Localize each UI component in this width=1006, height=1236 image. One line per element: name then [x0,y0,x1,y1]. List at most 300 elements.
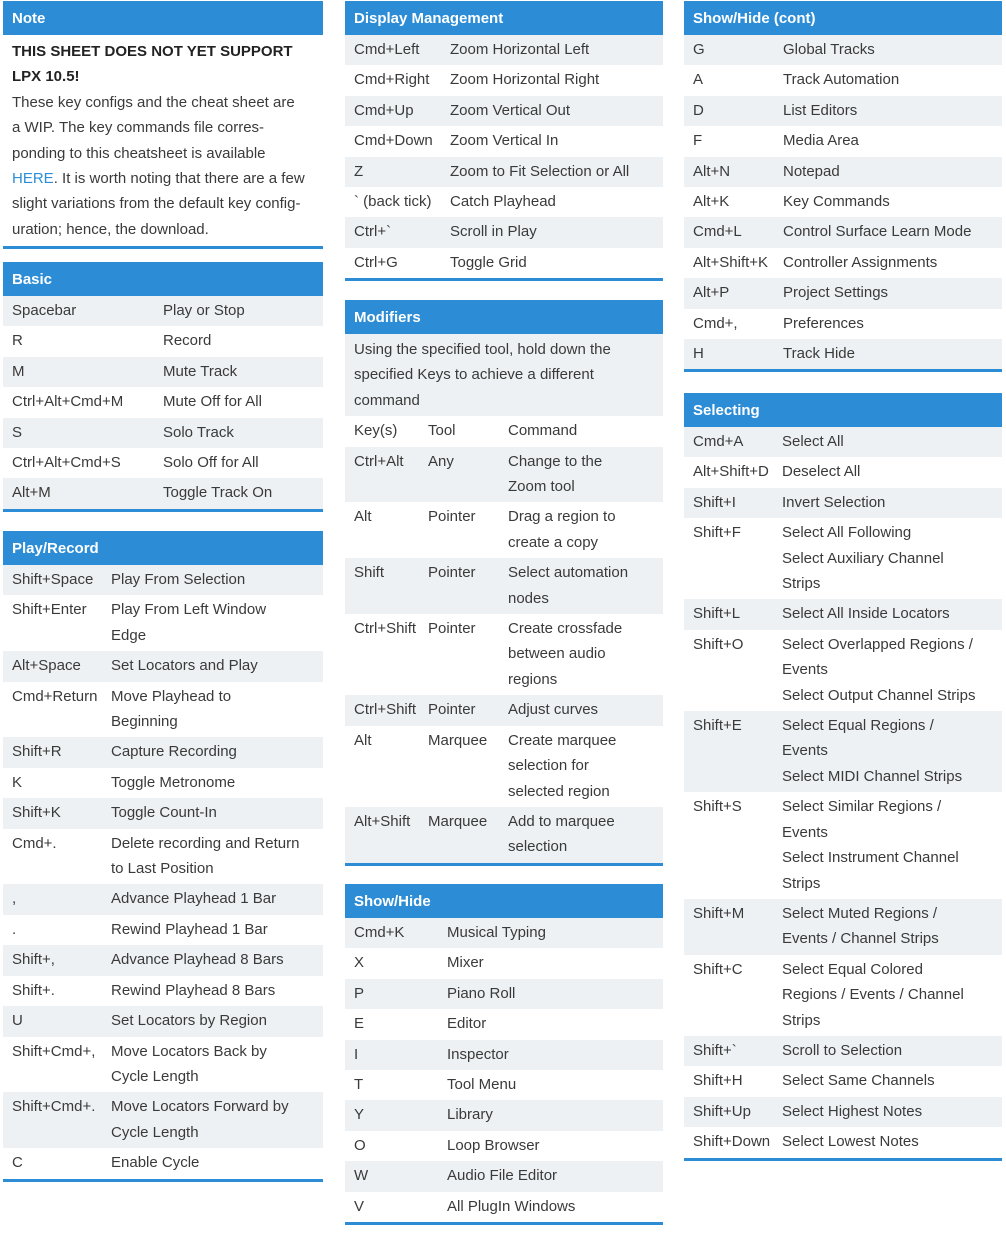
command-line: nodes [508,589,549,607]
shortcut-action [450,128,663,153]
action-line: Select Lowest Notes [782,1133,919,1151]
note-header: Note [3,1,323,35]
modifier-command [508,697,663,722]
shortcut-action [450,67,663,92]
shortcut-key: Ctrl+` [354,223,392,241]
shortcut-action [450,250,663,275]
action-line: Edge [111,626,147,644]
modifier-command [508,728,663,804]
shortcut-key: Cmd+Left [354,41,420,58]
shortcut-action [111,597,323,648]
shortcut-action [111,567,323,592]
shortcut-key: Alt+Space [12,657,81,675]
shortcut-row [3,357,323,387]
shortcut-action [163,480,323,505]
shortcut-row [684,1127,1002,1157]
shortcut-key: M [12,362,25,380]
shortcut-action [782,1129,1002,1154]
shortcut-row [3,565,323,595]
modifier-row [345,502,663,558]
note-line: a WIP. The key commands file corres- [12,119,265,137]
selecting-header: Selecting [684,393,1002,427]
action-line: Notepad [783,162,840,180]
action-line: Zoom Horizontal Left [450,41,590,58]
action-line: Select Output Channel Strips [782,686,976,704]
action-line: Select Muted Regions / [782,904,938,922]
col-tool: Tool [428,422,456,440]
shortcut-key: Shift+I [693,493,736,511]
action-line: Invert Selection [782,493,886,511]
shortcut-key: Shift+M [693,904,745,922]
shortcut-key: Shift+` [693,1041,737,1059]
shortcut-action [111,684,323,735]
modifier-key: Alt [354,508,372,526]
shortcut-key: Cmd+Right [354,71,430,89]
modifiers-section [345,300,663,866]
shortcut-key: Cmd+A [693,433,744,450]
shortcut-action [163,389,323,414]
action-line: Select MIDI Channel Strips [782,767,963,785]
col-command: Command [508,422,578,440]
shortcut-action [783,37,1002,62]
note-after-link: . It is worth noting that there are a few [53,170,305,188]
shortcut-row [684,126,1002,156]
shortcut-key: O [354,1136,366,1154]
shortcut-key: Z [354,162,364,180]
shortcut-row [345,35,663,65]
action-line: Record [163,332,212,350]
shortcut-row [684,309,1002,339]
command-line: Change to the [508,452,603,470]
shortcut-key: Alt+Shift+K [693,253,769,271]
command-line: Create marquee [508,731,617,749]
shortcut-action [111,1094,323,1145]
shortcut-row [684,187,1002,217]
shortcut-action [111,739,323,764]
shortcut-row [345,948,663,978]
shortcut-action [447,1194,663,1219]
show-hide-cont-header: Show/Hide (cont) [684,1,1002,35]
shortcut-row [345,1192,663,1222]
shortcut-action [782,1068,1002,1093]
play-record-header: Play/Record [3,531,323,565]
shortcut-key: Alt+P [693,284,730,302]
shortcut-key: S [12,423,23,441]
display-management-section [345,1,663,281]
action-line: Toggle Count-In [111,804,217,822]
action-line: Delete recording and Return [111,834,300,852]
modifier-row [345,614,663,695]
shortcut-row [3,595,323,651]
modifier-tool: Marquee [428,731,488,749]
shortcut-action [163,420,323,445]
modifier-tool: Pointer [428,701,476,719]
shortcut-key: Spacebar [12,302,77,319]
shortcut-row [3,945,323,975]
shortcut-row [3,976,323,1006]
modifier-row [345,807,663,863]
shortcut-row [684,427,1002,457]
shortcut-key: Ctrl+Alt+Cmd+M [12,393,124,411]
action-line: Catch Playhead [450,193,556,211]
action-line: Preferences [783,314,864,332]
shortcut-row [3,1037,323,1093]
shortcut-action [450,37,663,62]
shortcut-key: Shift+Up [693,1102,751,1120]
command-line: selection for [508,757,589,775]
shortcut-action [782,713,1002,789]
shortcut-row [684,1097,1002,1127]
shortcut-key: Ctrl+Alt+Cmd+S [12,454,121,472]
shortcut-action [782,794,1002,896]
shortcut-row [345,248,663,278]
shortcut-row [684,711,1002,792]
shortcut-row [3,829,323,885]
shortcut-row [3,798,323,828]
note-line: uration; hence, the download. [12,220,209,238]
play-record-section [3,531,323,1182]
shortcut-row [3,418,323,448]
modifiers-column-header [345,416,663,446]
shortcut-key: Shift+Enter [12,601,87,619]
action-line: Scroll to Selection [782,1041,903,1059]
note-body [3,35,323,246]
action-line: Play or Stop [163,302,245,319]
action-line: Rewind Playhead 8 Bars [111,981,276,999]
shortcut-key: E [354,1015,365,1033]
shortcut-action [447,1102,663,1127]
action-line: Advance Playhead 8 Bars [111,951,284,969]
action-line: Zoom Horizontal Right [450,71,600,89]
shortcut-row [345,157,663,187]
shortcut-action [447,950,663,975]
action-line: Piano Roll [447,984,516,1002]
action-line: Select Same Channels [782,1072,935,1090]
shortcut-key: F [693,132,703,150]
action-line: Select All Following [782,524,912,542]
shortcut-action [447,1133,663,1158]
shortcut-action [783,250,1002,275]
action-line: Set Locators and Play [111,657,258,675]
shortcut-row [345,187,663,217]
shortcut-key: Alt+K [693,193,730,211]
action-line: Track Hide [783,345,855,363]
basic-section [3,262,323,512]
shortcut-action [163,359,323,384]
action-line: Solo Track [163,423,234,441]
shortcut-row [684,1066,1002,1096]
shortcut-row [3,1092,323,1148]
action-line: Loop Browser [447,1136,540,1154]
show-hide-cont-section [684,1,1002,372]
shortcut-action [783,280,1002,305]
shortcut-action [163,328,323,353]
shortcut-row [684,899,1002,955]
shortcut-row [684,630,1002,711]
shortcut-row [684,955,1002,1036]
shortcut-key: D [693,101,704,119]
modifier-tool: Marquee [428,812,488,830]
action-line: Library [447,1106,493,1124]
action-line: Select Similar Regions / [782,798,942,816]
modifier-command [508,809,663,860]
modifier-key: Ctrl+Alt [354,452,404,470]
action-line: Zoom Vertical In [450,132,559,150]
shortcut-action [782,957,1002,1033]
shortcut-row [3,768,323,798]
shortcut-row [684,35,1002,65]
command-line: regions [508,670,558,688]
action-line: Inspector [447,1045,509,1063]
display-management-header: Display Management [345,1,663,35]
shortcut-key: Alt+N [693,162,731,180]
shortcut-row [345,1070,663,1100]
action-line: Events [782,823,828,841]
action-line: Move Playhead to [111,687,232,705]
shortcut-row [3,651,323,681]
shortcut-key: X [354,954,365,972]
intro-line: specified Keys to achieve a different [354,366,594,384]
command-line: Create crossfade [508,620,623,638]
shortcut-key: Alt+M [12,484,51,502]
command-line: Add to marquee [508,812,615,830]
shortcut-row [684,518,1002,599]
shortcut-action [111,831,323,882]
shortcut-row [345,126,663,156]
shortcut-key: Shift+F [693,524,741,542]
shortcut-key: U [12,1012,23,1030]
shortcut-key: V [354,1197,365,1215]
shortcut-key: P [354,984,365,1002]
shortcut-row [684,599,1002,629]
shortcut-action [450,159,663,184]
shortcut-row [684,1036,1002,1066]
shortcut-key: Cmd+Up [354,101,414,119]
action-line: Play From Selection [111,571,246,588]
shortcut-key: Shift+Cmd+. [12,1098,96,1116]
shortcut-row [3,326,323,356]
shortcut-row [345,918,663,948]
command-line: Select automation [508,564,629,582]
modifiers-header: Modifiers [345,300,663,334]
shortcut-row [3,387,323,417]
shortcut-action [782,901,1002,952]
shortcut-row [684,278,1002,308]
action-line: Zoom to Fit Selection or All [450,162,630,180]
action-line: Controller Assignments [783,253,938,271]
shortcut-action [111,800,323,825]
shortcut-action [782,459,1002,484]
shortcut-row [345,1131,663,1161]
shortcut-row [3,737,323,767]
shortcut-row [684,96,1002,126]
shortcut-row [3,448,323,478]
modifier-row [345,695,663,725]
shortcut-row [345,217,663,247]
command-line: Zoom tool [508,478,575,496]
action-line: Select Highest Notes [782,1102,923,1120]
action-line: List Editors [783,101,858,119]
shortcut-action [783,341,1002,366]
shortcut-action [163,450,323,475]
shortcut-key: Shift+. [12,981,55,999]
shortcut-row [3,1006,323,1036]
action-line: Cycle Length [111,1067,199,1085]
shortcut-key: Ctrl+G [354,253,398,271]
action-line: Rewind Playhead 1 Bar [111,920,268,938]
shortcut-key: G [693,41,705,58]
basic-header: Basic [3,262,323,296]
action-line: Control Surface Learn Mode [783,223,972,241]
download-link[interactable]: HERE [12,170,54,188]
action-line: Musical Typing [447,924,546,941]
selecting-section [684,393,1002,1161]
command-line: selected region [508,782,610,800]
note-line: slight variations from the default key config- [12,195,301,213]
action-line: Select All Inside Locators [782,605,950,623]
shortcut-key: Y [354,1106,365,1124]
command-line: selection [508,838,568,856]
shortcut-action [111,886,323,911]
modifier-key: Ctrl+Shift [354,701,417,719]
shortcut-row [345,1009,663,1039]
shortcut-key: W [354,1167,369,1185]
intro-line: command [354,391,420,409]
shortcut-action [111,917,323,942]
shortcut-action [447,920,663,945]
shortcut-action [783,128,1002,153]
action-line: Select Equal Regions / [782,717,934,735]
shortcut-action [782,601,1002,626]
action-line: Regions / Events / Channel [782,986,964,1004]
shortcut-action [783,311,1002,336]
action-line: Mute Off for All [163,393,262,411]
shortcut-key: T [354,1076,364,1094]
modifier-tool: Any [428,452,454,470]
action-line: Select Equal Colored [782,960,923,978]
shortcut-key: . [12,920,17,938]
action-line: Mixer [447,954,484,972]
modifier-key: Alt [354,731,372,749]
shortcut-key: Shift+E [693,717,742,735]
shortcut-action [111,653,323,678]
intro-line: Using the specified tool, hold down the [354,341,611,358]
shortcut-action [450,98,663,123]
modifier-command [508,560,663,611]
shortcut-action [783,189,1002,214]
command-line: between audio [508,645,606,663]
action-line: Editor [447,1015,487,1033]
shortcut-row [345,979,663,1009]
action-line: Beginning [111,713,178,731]
shortcut-action [111,1039,323,1090]
action-line: Track Automation [783,71,900,89]
action-line: Deselect All [782,463,861,481]
shortcut-action [111,1150,323,1175]
shortcut-row [345,96,663,126]
shortcut-action [783,159,1002,184]
action-line: Select All [782,433,844,450]
shortcut-key: ` (back tick) [354,193,432,211]
note-link-line [12,166,314,191]
shortcut-action [450,189,663,214]
shortcut-key: K [12,773,23,791]
shortcut-key: Cmd+Down [354,132,433,150]
shortcut-row [3,296,323,326]
modifier-tool: Pointer [428,620,476,638]
shortcut-key: Cmd+K [354,924,405,941]
shortcut-key: Shift+, [12,951,55,969]
shortcut-action [447,1072,663,1097]
action-line: Set Locators by Region [111,1012,267,1030]
shortcut-row [345,1100,663,1130]
shortcut-key: Cmd+L [693,223,742,241]
action-line: Move Locators Forward by [111,1098,289,1116]
shortcut-key: Shift+C [693,960,743,978]
action-line: Project Settings [783,284,889,302]
command-line: create a copy [508,533,599,551]
modifier-command [508,616,663,692]
modifier-row [345,447,663,503]
shortcut-key: Shift+K [12,804,61,822]
modifier-row [345,558,663,614]
shortcut-key: Shift+S [693,798,742,816]
modifier-key: Ctrl+Shift [354,620,417,638]
action-line: Select Instrument Channel [782,849,959,867]
note-line: These key configs and the cheat sheet are [12,93,295,111]
shortcut-row [3,1148,323,1178]
shortcut-key: Shift+Cmd+, [12,1042,96,1060]
action-line: Events [782,661,828,679]
action-line: Toggle Metronome [111,773,236,791]
shortcut-row [684,248,1002,278]
note-heading-1: THIS SHEET DOES NOT YET SUPPORT [12,43,293,60]
modifier-command [508,504,663,555]
shortcut-row [3,682,323,738]
action-line: Scroll in Play [450,223,537,241]
modifier-tool: Pointer [428,564,476,582]
action-line: Capture Recording [111,743,237,761]
command-line: Adjust curves [508,701,599,719]
action-line: Strips [782,1011,821,1029]
shortcut-row [345,1040,663,1070]
action-line: Cycle Length [111,1123,199,1141]
shortcut-row [684,217,1002,247]
shortcut-key: Cmd+, [693,314,738,332]
shortcut-row [684,457,1002,487]
action-line: Events / Channel Strips [782,930,939,948]
shortcut-row [345,65,663,95]
action-line: Global Tracks [783,41,875,58]
shortcut-action [447,981,663,1006]
shortcut-key: Shift+Space [12,571,94,588]
shortcut-action [163,298,323,323]
modifier-key: Shift [354,564,385,582]
shortcut-action [111,770,323,795]
modifier-command [508,449,663,500]
action-line: Advance Playhead 1 Bar [111,890,277,908]
shortcut-key: Cmd+Return [12,687,98,705]
show-hide-header: Show/Hide [345,884,663,918]
shortcut-row [684,157,1002,187]
shortcut-key: Shift+H [693,1072,743,1090]
action-line: Move Locators Back by [111,1042,267,1060]
action-line: Toggle Track On [163,484,273,502]
action-line: Strips [782,874,821,892]
shortcut-action [782,1038,1002,1063]
shortcut-action [782,490,1002,515]
show-hide-section [345,884,663,1225]
